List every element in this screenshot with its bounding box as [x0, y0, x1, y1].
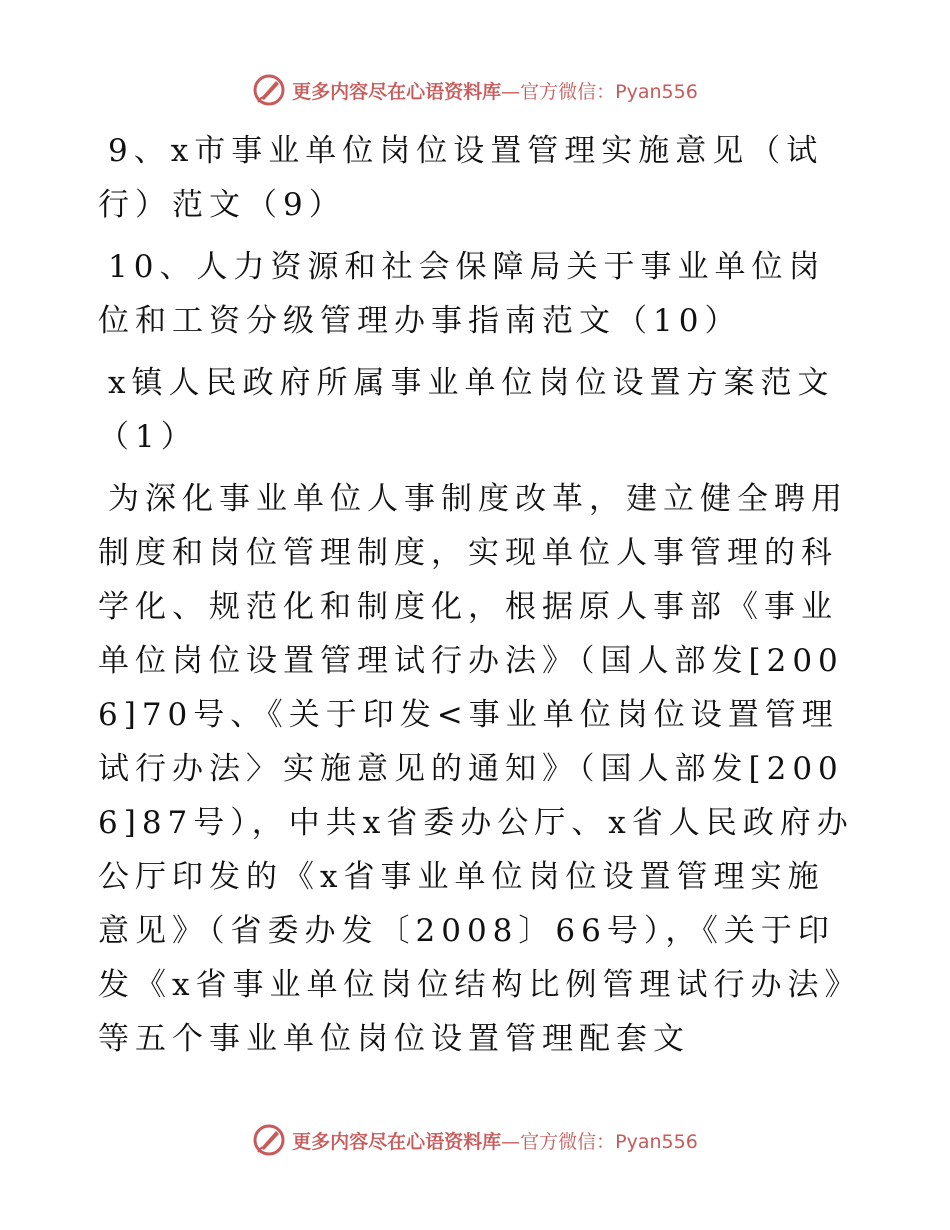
document-body [98, 124, 858, 1074]
header-banner-text: 更多内容尽在心语资料库—官方微信：Pyan556 [292, 80, 698, 103]
list-item: 9、x市事业单位岗位设置管理实施意见（试行）范文（9） [98, 133, 824, 223]
quill-logo-icon [252, 73, 286, 107]
footer-banner [0, 1120, 950, 1160]
quill-logo-icon [252, 1123, 286, 1157]
footer-banner-text: 更多内容尽在心语资料库—官方微信：Pyan556 [292, 1130, 698, 1153]
section-heading: x镇人民政府所属事业单位岗位设置方案范文（1） [98, 365, 835, 455]
list-item: 10、人力资源和社会保障局关于事业单位岗位和工资分级管理办事指南范文（10） [98, 249, 826, 339]
header-banner [0, 70, 950, 110]
body-paragraph: 为深化事业单位人事制度改革，建立健全聘用制度和岗位管理制度，实现单位人事管理的科学化、规范化和制度化，根据原人事部《事业单位岗位设置管理试行办法》（国人部发[2006]70号、《关于印发<事业单位岗位设置管理试行办法〉实施意见的通知》（国人部发[2006]87号），中共x省委办公厅、x省人民政府办公厅印发的《x省事业单位岗位设置管理实施意见》（省委办发〔2008〕66号），《关于印发《x省事业单位岗位结构比例管理试行办法》等五个事业单位岗位设置管理配套文 [98, 481, 854, 1057]
